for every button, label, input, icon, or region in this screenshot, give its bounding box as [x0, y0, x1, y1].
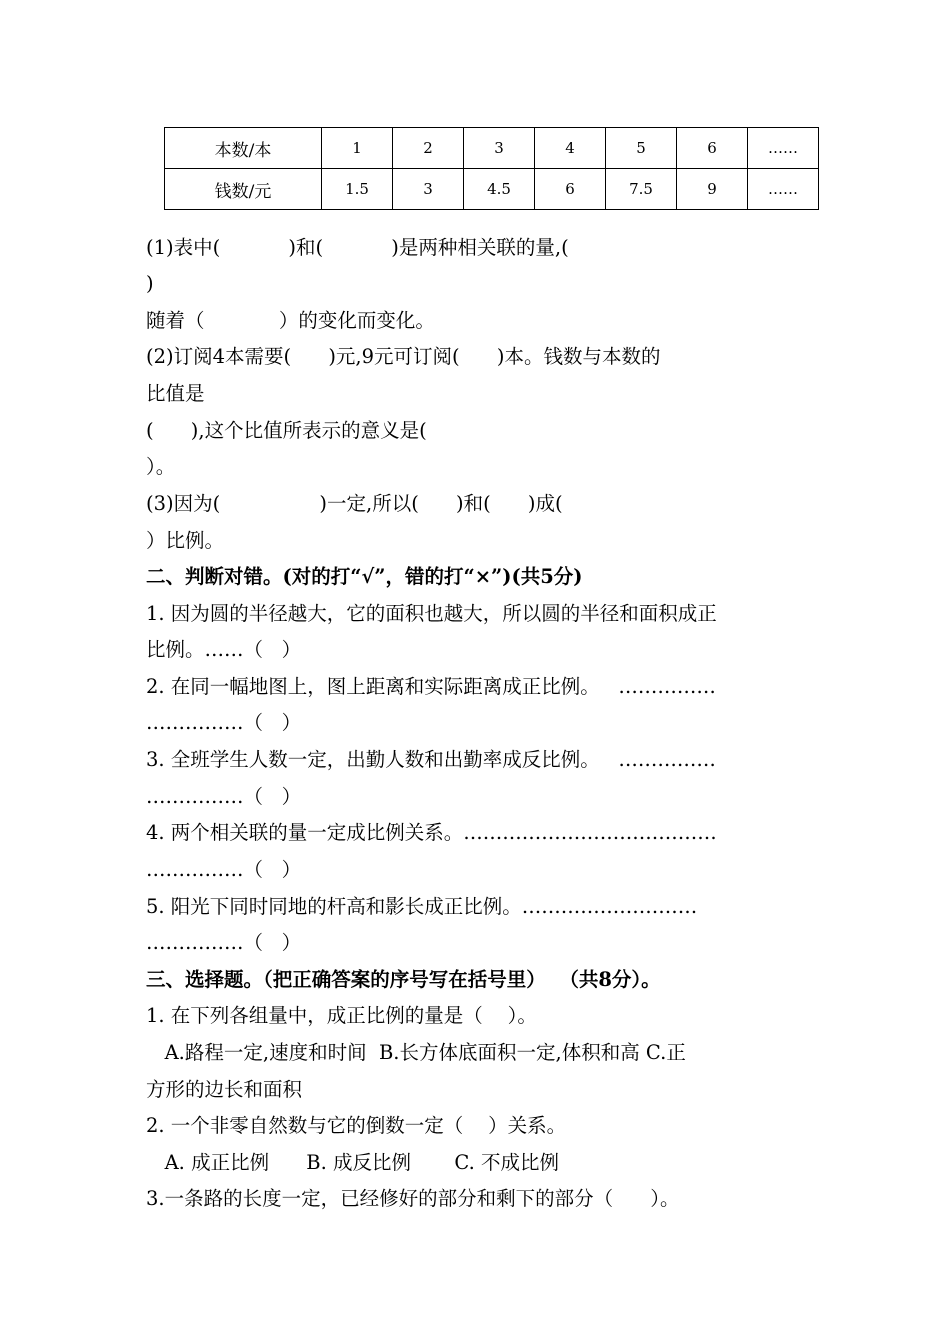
- section-heading: 三、选择题。（把正确答案的序号写在括号里） （共8分）。: [146, 968, 661, 991]
- books-money-table: [164, 127, 819, 210]
- table-cell: 7.5: [606, 169, 677, 210]
- table-cell: ……: [748, 169, 819, 210]
- table-cell: 3: [393, 169, 464, 210]
- text-line: A.路程一定,速度和时间 B.长方体底面积一定,体积和高 C.正: [146, 1041, 686, 1064]
- row-header: 钱数/元: [165, 169, 322, 210]
- text-line: ）。: [146, 455, 176, 478]
- text-line: 1. 因为圆的半径越大，它的面积也越大，所以圆的半径和面积成正: [146, 602, 717, 625]
- text-line: (1)表中( )和( )是两种相关联的量,(: [146, 236, 569, 259]
- text-line: A. 成正比例 B. 成反比例 C. 不成比例: [146, 1151, 560, 1174]
- table-cell: 5: [606, 128, 677, 169]
- table-row: [165, 128, 819, 169]
- text-line: ）比例。: [146, 529, 225, 552]
- text-line: 比例。……（ ）: [146, 638, 302, 661]
- table-cell: 6: [535, 169, 606, 210]
- text-line: ……………（ ）: [146, 858, 302, 881]
- table-cell: 2: [393, 128, 464, 169]
- text-line: (3)因为( )一定,所以( )和( )成(: [146, 492, 563, 515]
- text-line: ……………（ ）: [146, 931, 302, 954]
- section-heading: 二、判断对错。(对的打“√”，错的打“×”)(共5分): [146, 565, 583, 588]
- text-line: 2. 一个非零自然数与它的倒数一定（ ）关系。: [146, 1114, 567, 1137]
- row-header: 本数/本: [165, 128, 322, 169]
- text-line: 4. 两个相关联的量一定成比例关系。…………………………………: [146, 821, 717, 844]
- table-cell: 1: [322, 128, 393, 169]
- table-cell: 4.5: [464, 169, 535, 210]
- text-line: 随着（ ）的变化而变化。: [146, 309, 435, 332]
- table-row: [165, 169, 819, 210]
- text-line: ( ),这个比值所表示的意义是(: [146, 419, 427, 442]
- text-line: 2. 在同一幅地图上，图上距离和实际距离成正比例。 ……………: [146, 675, 716, 698]
- table-cell: 9: [677, 169, 748, 210]
- text-line: 比值是: [146, 382, 205, 405]
- text-line: ……………（ ）: [146, 785, 302, 808]
- text-line: 3.一条路的长度一定，已经修好的部分和剩下的部分（ ）。: [146, 1187, 680, 1210]
- table-cell: 1.5: [322, 169, 393, 210]
- text-line: 1. 在下列各组量中，成正比例的量是（ ）。: [146, 1004, 537, 1027]
- text-line: ……………（ ）: [146, 711, 302, 734]
- text-line: ): [146, 272, 154, 295]
- text-line: (2)订阅4本需要( )元,9元可订阅( )本。钱数与本数的: [146, 345, 661, 368]
- table-cell: ……: [748, 128, 819, 169]
- text-line: 3. 全班学生人数一定，出勤人数和出勤率成反比例。 ……………: [146, 748, 716, 771]
- table-cell: 3: [464, 128, 535, 169]
- table-cell: 6: [677, 128, 748, 169]
- text-line: 方形的边长和面积: [146, 1078, 303, 1101]
- text-line: 5. 阳光下同时同地的杆高和影长成正比例。………………………: [146, 895, 698, 918]
- table-cell: 4: [535, 128, 606, 169]
